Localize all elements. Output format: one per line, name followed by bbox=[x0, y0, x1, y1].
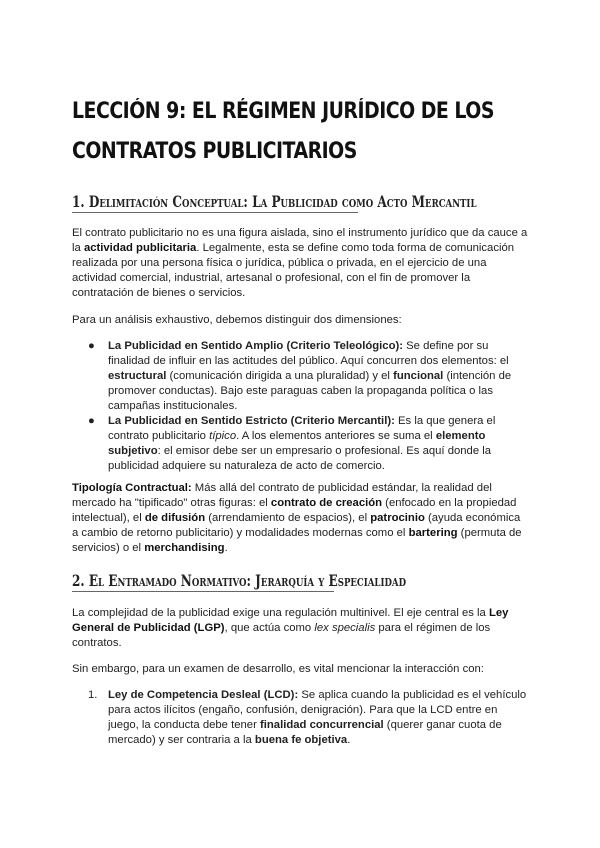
bullet-marker: ● bbox=[88, 340, 95, 352]
regulation-list bbox=[72, 688, 528, 748]
section-2-paragraph-1: La complejidad de la publicidad exige una regulación multinivel. El eje central es la Ley General de Publicidad (LGP), que actúa como lex specialis para el régimen de los contratos. bbox=[72, 607, 509, 649]
section-1-paragraph-2: Para un análisis exhaustivo, debemos distinguir dos dimensiones: bbox=[72, 314, 402, 326]
list-item: 1. Ley de Competencia Desleal (LCD): Se aplica cuando la publicidad es el vehículo para actos ilícitos (engaño, confusión, denigración). Para que la LCD entre en juego, la conducta debe tener finalidad concurrencial (querer ganar cuota de mercado) y ser contraria a la buena fe objetiva. bbox=[88, 689, 527, 746]
section-2-paragraph-2: Sin embargo, para un examen de desarrollo, es vital mencionar la interacción con: bbox=[72, 663, 484, 675]
section-2-underline bbox=[72, 591, 334, 592]
lesson-title: LECCIÓN 9: EL RÉGIMEN JURÍDICO DE LOS CONTRATOS PUBLICITARIOS bbox=[72, 99, 494, 164]
section-1-paragraph-1: El contrato publicitario no es una figura aislada, sino el instrumento jurídico que da cauce a la actividad publicitaria. Legalmente, esta se define como toda forma de comunicación realizada por una persona física o jurídica, pública o privada, en el ejercicio de una actividad comercial, industrial, artesanal o profesional, con el fin de promover la contratación de bienes o servicios. bbox=[72, 227, 528, 299]
list-item: ● La Publicidad en Sentido Estricto (Criterio Mercantil): Es la que genera el contrato publicitario típico. A los elementos anteriores se suma el elemento subjetivo: el emisor debe ser un empresario o profesional. Es aquí donde la publicidad adquiere su naturaleza de acto de comercio. bbox=[88, 415, 496, 472]
section-2-heading: 2. El Entramado Normativo: Jerarquía y Especialidad bbox=[72, 571, 407, 590]
list-item: ● La Publicidad en Sentido Amplio (Criterio Teleológico): Se define por su finalidad de influir en las actitudes del público. Aquí concurren dos elementos: el estructural (comunicación dirigida a una pluralidad) y el funcional (intención de promover conductas). Bajo este paraguas caben la propaganda política o las campañas institucionales. bbox=[88, 340, 512, 412]
section-1-underline bbox=[72, 212, 358, 213]
number-marker: 1. bbox=[88, 689, 98, 701]
bullet-marker: ● bbox=[88, 415, 95, 427]
section-1-paragraph-3: Tipología Contractual: Más allá del contrato de publicidad estándar, la realidad del mercado ha "tipificado" otras figuras: el contrato de creación (enfocado en la propiedad intelectual), el de difusión (arrendamiento de espacios), el patrocinio (ayuda económica a cambio de retorno publicitario) y modalidades modernas como el bartering (permuta de servicios) o el merchandising. bbox=[72, 482, 522, 554]
dimensions-list bbox=[72, 339, 528, 474]
section-1-heading: 1. Delimitación Conceptual: La Publicidad como Acto Mercantil bbox=[72, 192, 477, 211]
